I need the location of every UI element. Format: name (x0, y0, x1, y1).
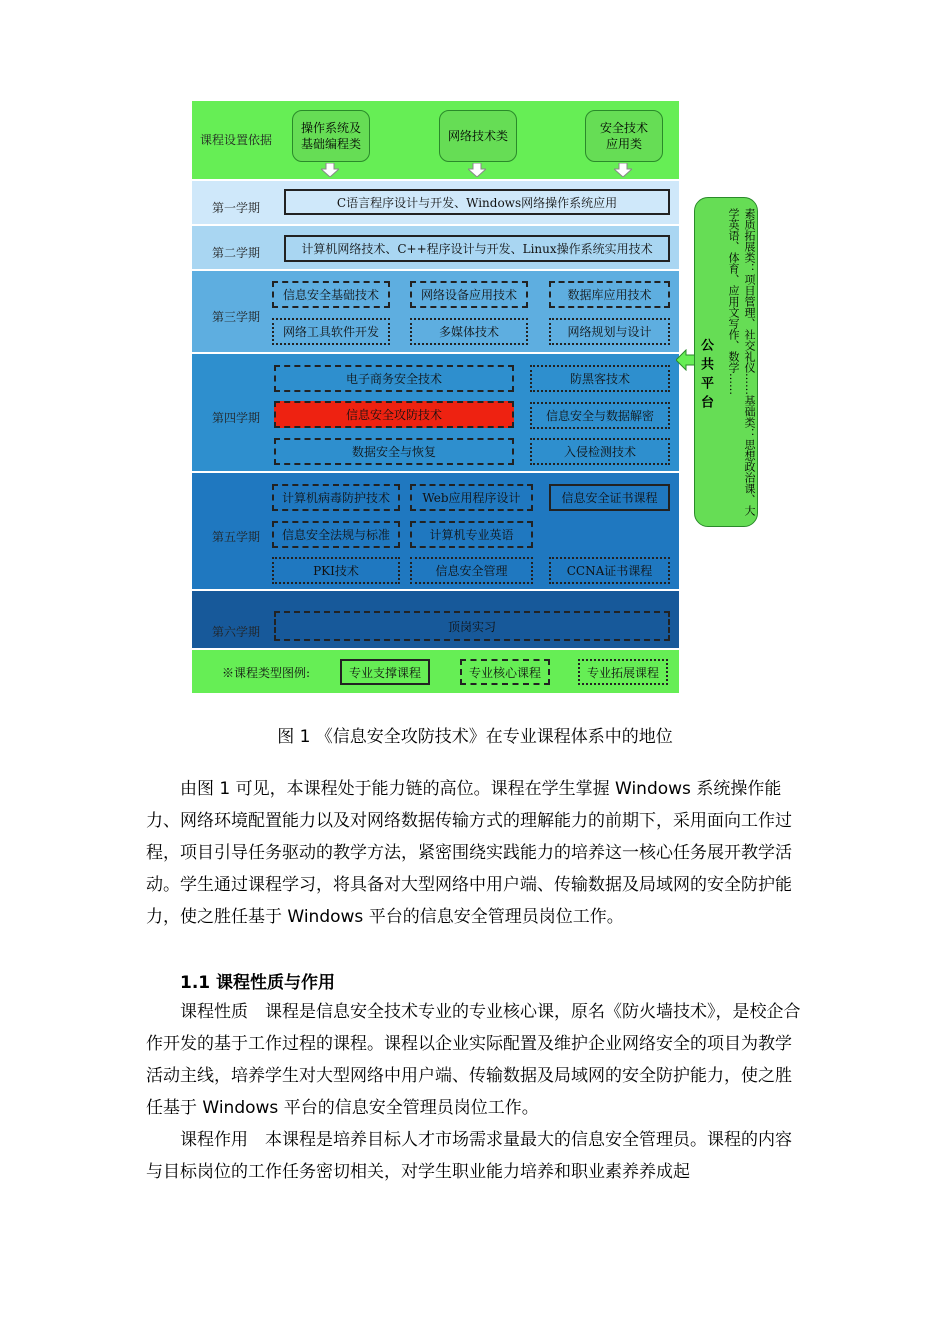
paragraph-text: 由图 1 可见，本课程处于能力链的高位。课程在学生掌握 Windows 系统操作能力、网络环境配置能力以及对网络数据传输方式的理解能力的前期下，采用面向工作过程，项目引导任务驱动的教学方法，紧密围绕实践能力的培养这一核心任务展开教学活动。学生通过课程学习，将具备对大型网络中用户端、传输数据及局域网的安全防护能力，使之胜任基于 Windows 平台的信息安全管理员岗位工作。 (146, 779, 792, 927)
paragraph-3 (146, 1124, 808, 1188)
semester-4-band (192, 354, 679, 471)
semester-5-label: 第五学期 (211, 530, 260, 544)
course-box: 计算机病毒防护技术 (272, 484, 400, 511)
basis-label: 课程设置依据 (199, 133, 272, 147)
course-box: CCNA证书课程 (549, 557, 670, 584)
paragraph-2 (146, 996, 808, 1124)
paragraph-text: 课程性质 课程是信息安全技术专业的专业核心课，原名《防火墙技术》，是校企合作开发的基于工作过程的课程。课程以企业实际配置及维护企业网络安全的项目为教学活动主线，培养学生对大型网络中用户端、传输数据及局域网的安全防护能力，使之胜任基于 Windows 平台的信息安全管理员岗位工作。 (146, 1002, 801, 1118)
highlighted-course-box: 信息安全攻防技术 (274, 401, 514, 428)
os-programming-pill: 操作系统及 基础编程类 (292, 110, 370, 162)
course-box: 多媒体技术 (410, 318, 528, 345)
course-box: 入侵检测技术 (530, 438, 670, 465)
course-system-diagram (192, 101, 679, 693)
public-platform-pill (694, 197, 758, 527)
down-arrow-icon (321, 163, 339, 177)
course-box: C语言程序设计与开发、Windows网络操作系统应用 (284, 189, 670, 215)
figure-caption: 图 1 《信息安全攻防技术》在专业课程体系中的地位 (277, 727, 673, 747)
course-box: 数据安全与恢复 (274, 438, 514, 465)
course-box: 电子商务安全技术 (274, 365, 514, 392)
semester-2-label: 第二学期 (211, 246, 260, 260)
network-tech-pill: 网络技术类 (439, 110, 517, 162)
semester-3-label: 第三学期 (211, 310, 260, 324)
semester-6-label: 第六学期 (211, 625, 260, 639)
semester-1-band (192, 181, 679, 224)
course-box: 网络规划与设计 (549, 318, 670, 345)
course-box: 计算机专业英语 (410, 521, 533, 548)
course-box: 网络设备应用技术 (410, 281, 528, 308)
semester-6-band (192, 591, 679, 648)
semester-3-band (192, 271, 679, 352)
paragraph-text: 课程作用 本课程是培养目标人才市场需求量最大的信息安全管理员。课程的内容与目标岗位的工作任务密切相关，对学生职业能力培养和职业素养养成起 (146, 1130, 792, 1182)
semester-5-band (192, 473, 679, 589)
course-box: 信息安全基础技术 (272, 281, 390, 308)
course-box: 信息安全与数据解密 (530, 402, 670, 429)
course-box: Web应用程序设计 (410, 484, 533, 511)
section-heading: 1.1 课程性质与作用 (180, 973, 336, 993)
legend-extension-box: 专业拓展课程 (578, 659, 668, 685)
down-arrow-icon (614, 163, 632, 177)
security-app-pill: 安全技术 应用类 (585, 110, 663, 162)
semester-2-band (192, 226, 679, 269)
course-box: PKI技术 (272, 557, 400, 584)
down-arrow-icon (468, 163, 486, 177)
course-box: 网络工具软件开发 (272, 318, 390, 345)
legend-label: ※课程类型图例: (221, 665, 311, 680)
legend-band (192, 650, 679, 693)
legend-core-box: 专业核心课程 (460, 659, 550, 685)
public-platform-title: 公共平台 (698, 338, 713, 414)
course-box: 信息安全证书课程 (549, 484, 670, 511)
legend-support-box: 专业支撑课程 (340, 659, 430, 685)
course-box: 计算机网络技术、C++程序设计与开发、Linux操作系统实用技术 (284, 235, 670, 262)
public-platform-content: 素质拓展类：项目管理、社交礼仪……基础类：思想政治课、大学英语、体育、应用文写作、数学…… (727, 208, 756, 516)
course-box: 防黑客技术 (530, 365, 670, 392)
paragraph-1 (146, 773, 808, 933)
course-box: 顶岗实习 (274, 611, 670, 641)
course-box: 信息安全法规与标准 (272, 521, 400, 548)
course-box: 数据库应用技术 (549, 281, 670, 308)
basis-band (192, 101, 679, 179)
course-box: 信息安全管理 (410, 557, 533, 584)
semester-4-label: 第四学期 (211, 411, 260, 425)
semester-1-label: 第一学期 (211, 201, 260, 215)
